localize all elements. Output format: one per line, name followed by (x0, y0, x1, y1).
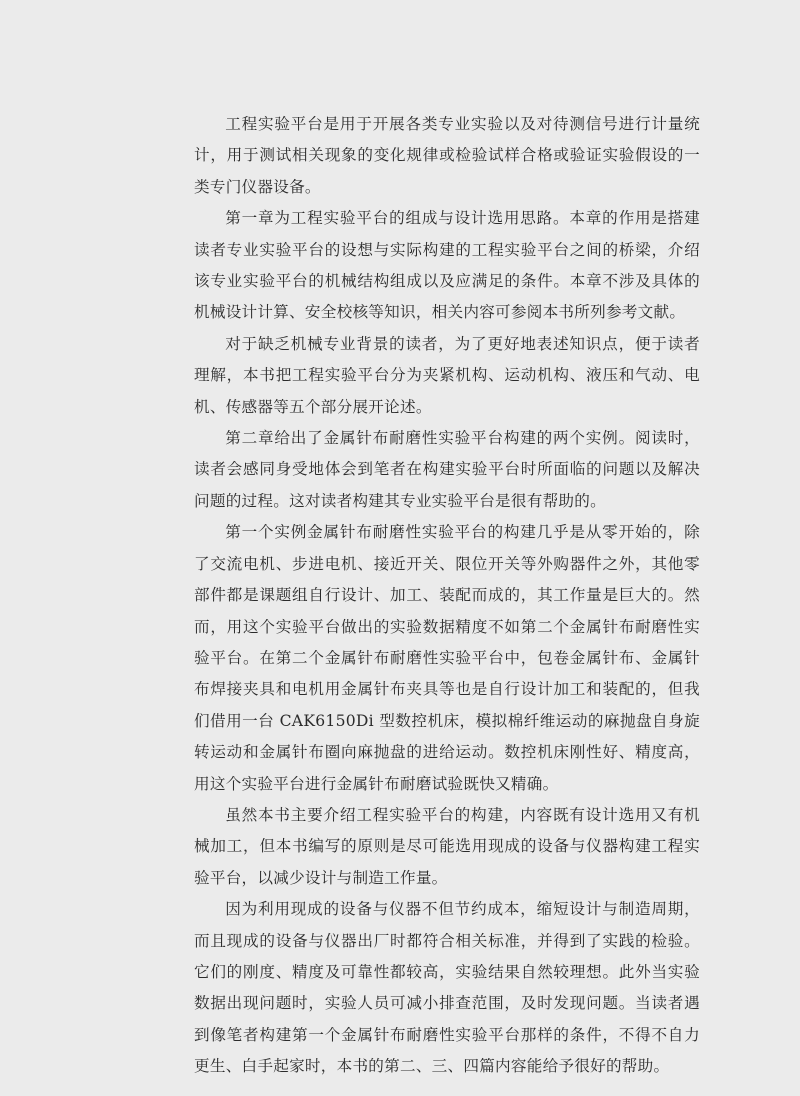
paragraph-chapter-two: 第二章给出了金属针布耐磨性实验平台构建的两个实例。阅读时，读者会感同身受地体会到笔者在构建实验平台时所面临的问题以及解决问题的过程。这对读者构建其专业实验平台是很有帮助的。 (194, 429, 700, 510)
paragraph-first-example: 第一个实例金属针布耐磨性实验平台的构建几乎是从零开始的，除了交流电机、步进电机、接近开关、限位开关等外购器件之外，其他零部件都是课题组自行设计、加工、装配而成的，其工作量是巨大的。然而，用这个实验平台做出的实验数据精度不如第二个金属针布耐磨性实验平台。在第二个金属针布耐磨性实验平台中，包卷金属针布、金属针布焊接夹具和电机用金属针布夹具等也是自行设计加工和装配的，但我们借用一台 CAK6150Di 型数控机床，模拟棉纤维运动的麻抛盘自身旋转运动和金属针布圈向麻抛盘的进给运动。数控机床刚性好、精度高，用这个实验平台进行金属针布耐磨试验既快又精确。 (194, 523, 700, 793)
paragraph-intro: 工程实验平台是用于开展各类专业实验以及对待测信号进行计量统计，用于测试相关现象的变化规律或检验试样合格或验证实验假设的一类专门仪器设备。 (194, 115, 700, 196)
body-text (194, 109, 700, 1083)
paragraph-chapter-one: 第一章为工程实验平台的组成与设计选用思路。本章的作用是搭建读者专业实验平台的设想与实际构建的工程实验平台之间的桥梁，介绍该专业实验平台的机械结构组成以及应满足的条件。本章不涉及具体的机械设计计算、安全校核等知识，相关内容可参阅本书所列参考文献。 (194, 209, 700, 322)
paragraph-existing-equipment: 因为利用现成的设备与仪器不但节约成本，缩短设计与制造周期，而且现成的设备与仪器出厂时都符合相关标准，并得到了实践的检验。它们的刚度、精度及可靠性都较高，实验结果自然较理想。此外当实验数据出现问题时，实验人员可减小排查范围，及时发现问题。当读者遇到像笔者构建第一个金属针布耐磨性实验平台那样的条件，不得不自力更生、白手起家时，本书的第二、三、四篇内容能给予很好的帮助。 (194, 900, 700, 1076)
paragraph-mechanism-parts: 对于缺乏机械专业背景的读者，为了更好地表述知识点，便于读者理解，本书把工程实验平台分为夹紧机构、运动机构、液压和气动、电机、传感器等五个部分展开论述。 (194, 334, 700, 416)
paragraph-book-principle: 虽然本书主要介绍工程实验平台的构建，内容既有设计选用又有机械加工，但本书编写的原则是尽可能选用现成的设备与仪器构建工程实验平台，以减少设计与制造工作量。 (194, 805, 700, 887)
